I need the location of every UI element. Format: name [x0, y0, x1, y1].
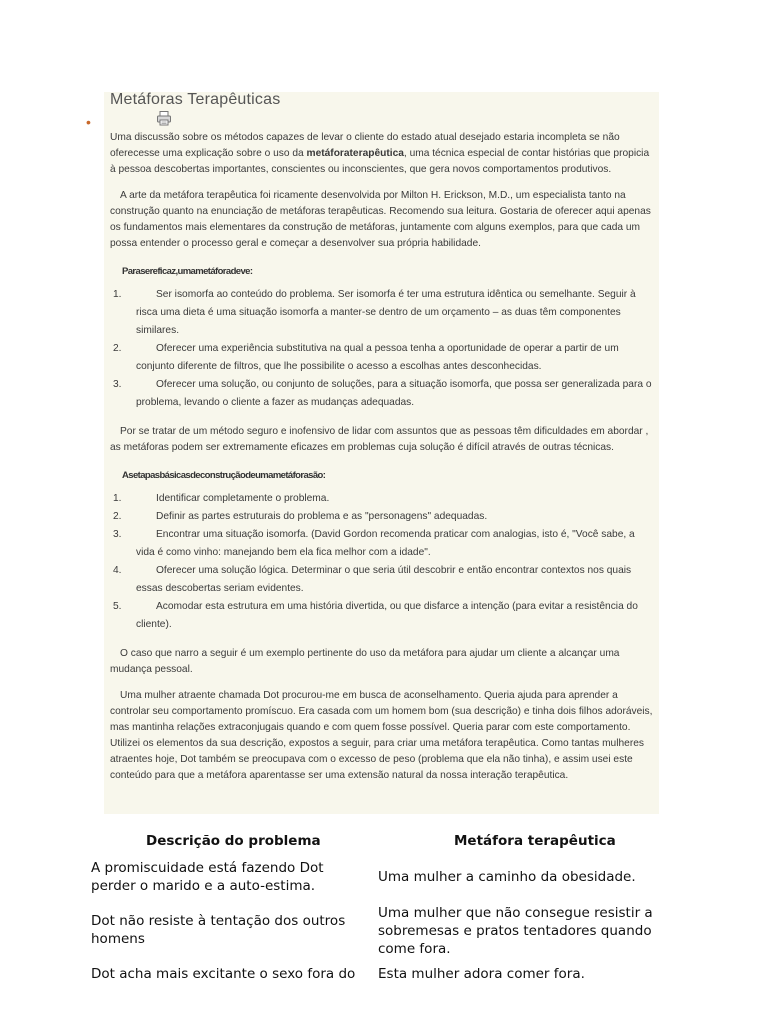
intro-text-after: , uma técnica especial de contar histórias que propicia à pessoa descobertas importantes, conscientes ou inconscientes, que gera novos comportamentos produtivos. — [110, 148, 650, 175]
article-body — [110, 130, 655, 794]
list-number: 1. — [113, 493, 122, 504]
list-text: Ser isomorfa ao conteúdo do problema. Ser isomorfa é ter uma estrutura idêntica ou semelhante. Seguir à risca uma dieta é uma situação isomorfa a manter-se dentro de um orçamento – as duas têm componentes similares. — [136, 289, 636, 336]
paragraph-case-intro: O caso que narro a seguir é um exemplo pertinente do uso da metáfora para ajudar um cliente a alcançar uma mudança pessoal. — [110, 648, 620, 675]
paragraph-safe-method: Por se tratar de um método seguro e inofensivo de lidar com assuntos que as pessoas têm dificuldades em abordar , as metáforas podem ser extremamente eficazes em problemas cuja solução é difícil através de outras técnicas. — [110, 426, 649, 453]
list-number: 1. — [113, 289, 122, 300]
subheading-effective: Parasereficaz,umametáforadeve: — [122, 266, 253, 277]
intro-paragraph — [110, 130, 655, 178]
intro-bold-term: metáforaterapêutica — [306, 148, 404, 159]
article-title: Metáforas Terapêuticas — [110, 91, 281, 108]
table-cell-metaphor-2: Uma mulher que não consegue resistir a sobremesas e pratos tentadores quando come fora. — [378, 905, 653, 957]
paragraph-erickson: A arte da metáfora terapêutica foi ricamente desenvolvida por Milton H. Erickson, M.D., um especialista tanto na construção quanto na enunciação de metáforas terapêuticas. Recomendo sua leitura. Gostaria de oferecer aqui apenas os fundamentos mais elementares da construção de metáforas, juntamente com alguns exemplos, para que cada um possa entender o processo geral e começar a desenvolver sua própria habilidade. — [110, 190, 651, 249]
list-text: Definir as partes estruturais do problema e as "personagens" adequadas. — [156, 511, 488, 522]
intro-text-before: Uma discussão sobre os métodos capazes de levar o cliente do estado atual desejado estaria incompleta se não oferecesse uma explicação sobre o uso da — [110, 132, 620, 159]
list-text: Oferecer uma solução lógica. Determinar o que seria útil descobrir e então encontrar contextos nos quais essas descobertas seriam evidentes. — [136, 565, 632, 594]
list-number: 4. — [113, 565, 122, 576]
print-icon[interactable] — [156, 110, 172, 126]
list-item — [110, 526, 655, 562]
table-cell-metaphor-1: Uma mulher a caminho da obesidade. — [378, 869, 636, 885]
list-text: Acomodar esta estrutura em uma história divertida, ou que disfarce a intenção (para evitar a resistência do cliente). — [136, 601, 638, 630]
list-number: 2. — [113, 511, 122, 522]
table-cell-problem-3: Dot acha mais excitante o sexo fora do — [91, 966, 356, 982]
table-header-problem: Descrição do problema — [146, 833, 321, 849]
list-number: 2. — [113, 343, 122, 354]
list-text: Oferecer uma experiência substitutiva na qual a pessoa tenha a oportunidade de operar a partir de um conjunto diferente de filtros, que lhe possibilite o acesso a escolhas antes desconhecidas. — [136, 343, 619, 372]
list-number: 3. — [113, 529, 122, 540]
table-cell-problem-1: A promiscuidade está fazendo Dot perder o marido e a auto-estima. — [91, 860, 324, 894]
list-item — [110, 598, 655, 634]
list-item — [110, 340, 655, 376]
list-number: 5. — [113, 601, 122, 612]
list-text: Identificar completamente o problema. — [156, 493, 330, 504]
table-cell-metaphor-3: Esta mulher adora comer fora. — [378, 966, 585, 982]
list-item — [110, 490, 655, 508]
list-item — [110, 508, 655, 526]
list-item — [110, 562, 655, 598]
list-requirements — [110, 286, 655, 412]
subheading-steps: Asetapasbásicasdeconstruçãodeumametáforasão: — [122, 470, 326, 481]
table-cell-problem-2: Dot não resiste à tentação dos outros homens — [91, 913, 346, 947]
paragraph-case-dot: Uma mulher atraente chamada Dot procurou-me em busca de aconselhamento. Queria ajuda para aprender a controlar seu comportamento promíscuo. Era casada com um homem bom (sua descrição) e tinha dois filhos adoráveis, mas mantinha relações extraconjugais quando e com quem fosse possível. Queria parar com este comportamento. Utilizei os elementos da sua descrição, expostos a seguir, para criar uma metáfora terapêutica. Como tantas mulheres atraentes hoje, Dot também se preocupava com o excesso de peso (problema que ela não tinha), e assim usei este conteúdo para que a metáfora aparentasse ser uma extensão natural da nossa interação terapêutica. — [110, 690, 653, 781]
list-text: Oferecer uma solução, ou conjunto de soluções, para a situação isomorfa, que possa ser generalizada para o problema, levando o cliente a fazer as mudanças adequadas. — [136, 379, 652, 408]
list-number: 3. — [113, 379, 122, 390]
list-text: Encontrar uma situação isomorfa. (David Gordon recomenda praticar com analogias, isto é, "Você sabe, a vida é como vinho: manejando bem ela fica melhor com a idade". — [136, 529, 635, 558]
list-steps — [110, 490, 655, 634]
list-item — [110, 376, 655, 412]
bullet-icon: • — [86, 114, 91, 130]
list-item — [110, 286, 655, 340]
table-header-metaphor: Metáfora terapêutica — [454, 833, 616, 849]
